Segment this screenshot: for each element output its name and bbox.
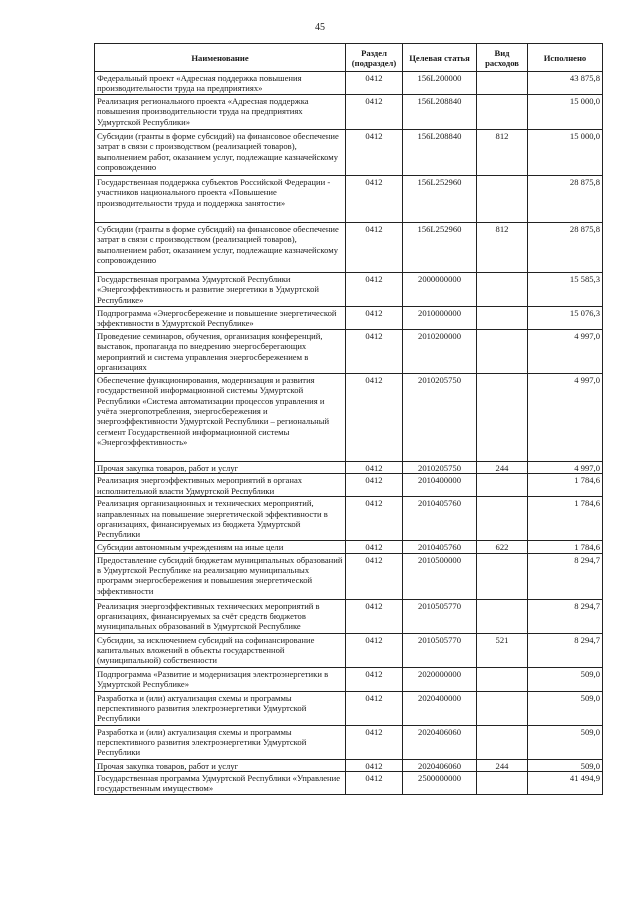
row-article: 2010400000 (403, 474, 477, 497)
header-name: Наименование (95, 44, 346, 72)
row-section: 0412 (346, 599, 403, 633)
row-name: Реализация энергоэффективных мероприятий в органах исполнительной власти Удмуртской Республики (95, 474, 346, 497)
row-executed: 4 997,0 (528, 461, 603, 473)
table-row (95, 725, 603, 759)
row-name: Субсидии, за исключением субсидий на софинансирование капитальных вложений в объекты государственной (муниципальной) собственности (95, 633, 346, 667)
row-executed: 28 875,8 (528, 175, 603, 222)
row-section: 0412 (346, 725, 403, 759)
row-type: 622 (477, 541, 528, 553)
row-type: 244 (477, 759, 528, 771)
row-type (477, 373, 528, 461)
row-name: Субсидии (гранты в форме субсидий) на финансовое обеспечение затрат в связи с производством (реализацией товаров), выполнением работ, оказанием услуг, подлежащие казначейскому сопровождению (95, 129, 346, 175)
row-article: 2020400000 (403, 691, 477, 725)
table-row (95, 329, 603, 373)
row-name: Разработка и (или) актуализация схемы и программы перспективного развития электроэнергетики Удмуртской Республики (95, 691, 346, 725)
budget-execution-table (94, 43, 603, 795)
row-name: Федеральный проект «Адресная поддержка повышения производительности труда на предприятиях» (95, 72, 346, 95)
table-row (95, 553, 603, 599)
row-type (477, 175, 528, 222)
row-name: Обеспечение функционирования, модернизация и развития государственной информационной системы Удмуртской Республики «Система автоматизации процессов управления и учёта энергопотребления, энергосбережения и энергоэффективности Удмуртской Республики – региональный сегмент Государственной информационной системы «Энергоэффективность» (95, 373, 346, 461)
row-name: Государственная программа Удмуртской Республики «Управление государственным имуществом» (95, 772, 346, 795)
row-executed: 1 784,6 (528, 474, 603, 497)
table-row (95, 306, 603, 329)
row-section: 0412 (346, 667, 403, 691)
row-name: Разработка и (или) актуализация схемы и программы перспективного развития электроэнергетики Удмуртской Республики (95, 725, 346, 759)
row-type (477, 553, 528, 599)
row-article: 156L252960 (403, 175, 477, 222)
row-article: 2010205750 (403, 373, 477, 461)
row-executed: 8 294,7 (528, 599, 603, 633)
table-row (95, 541, 603, 553)
row-name: Прочая закупка товаров, работ и услуг (95, 461, 346, 473)
page-number: 45 (315, 22, 325, 33)
row-type (477, 72, 528, 95)
row-section: 0412 (346, 497, 403, 541)
row-executed: 1 784,6 (528, 541, 603, 553)
row-article: 2500000000 (403, 772, 477, 795)
row-executed: 4 997,0 (528, 329, 603, 373)
row-section: 0412 (346, 474, 403, 497)
row-name: Реализация организационных и технических мероприятий, направленных на повышение энергетической эффективности в организациях, финансируемых из бюджета Удмуртской Республики (95, 497, 346, 541)
row-article: 2020406060 (403, 725, 477, 759)
row-article: 2010000000 (403, 306, 477, 329)
table-row (95, 461, 603, 473)
row-executed: 15 000,0 (528, 94, 603, 129)
table-row (95, 272, 603, 306)
table-row (95, 129, 603, 175)
row-executed: 8 294,7 (528, 553, 603, 599)
row-type: 521 (477, 633, 528, 667)
row-section: 0412 (346, 373, 403, 461)
row-section: 0412 (346, 306, 403, 329)
row-name: Государственная программа Удмуртской Республики «Энергоэффективность и развитие энергетики в Удмуртской Республике» (95, 272, 346, 306)
row-article: 2010505770 (403, 633, 477, 667)
row-name: Предоставление субсидий бюджетам муниципальных образований в Удмуртской Республике на реализацию муниципальных программ энергосбережения и повышения энергетической эффективности (95, 553, 346, 599)
row-section: 0412 (346, 541, 403, 553)
row-section: 0412 (346, 772, 403, 795)
row-type (477, 474, 528, 497)
row-type: 812 (477, 129, 528, 175)
row-executed: 15 000,0 (528, 129, 603, 175)
row-name: Реализация регионального проекта «Адресная поддержка повышения производительности труда на предприятиях Удмуртской Республики» (95, 94, 346, 129)
row-name: Субсидии (гранты в форме субсидий) на финансовое обеспечение затрат в связи с производством (реализацией товаров), выполнением работ, оказанием услуг, подлежащие казначейскому сопровождению (95, 222, 346, 272)
row-article: 2010405760 (403, 541, 477, 553)
row-name: Субсидии автономным учреждениям на иные цели (95, 541, 346, 553)
row-article: 2020000000 (403, 667, 477, 691)
row-type (477, 599, 528, 633)
table-header-row (95, 44, 603, 72)
row-executed: 8 294,7 (528, 633, 603, 667)
row-name: Проведение семинаров, обучения, организация конференций, выставок, пропаганда по внедрению энергосберегающих мероприятий и система управления энергосбережением в организациях (95, 329, 346, 373)
table-row (95, 474, 603, 497)
row-type (477, 691, 528, 725)
row-executed: 1 784,6 (528, 497, 603, 541)
row-type (477, 306, 528, 329)
row-type: 244 (477, 461, 528, 473)
row-name: Подпрограмма «Развитие и модернизация электроэнергетики в Удмуртской Республике» (95, 667, 346, 691)
table-row (95, 175, 603, 222)
row-section: 0412 (346, 72, 403, 95)
row-section: 0412 (346, 633, 403, 667)
table-row (95, 667, 603, 691)
row-article: 156L208840 (403, 94, 477, 129)
row-executed: 43 875,8 (528, 72, 603, 95)
row-executed: 509,0 (528, 667, 603, 691)
table-row (95, 497, 603, 541)
table-row (95, 759, 603, 771)
row-type (477, 272, 528, 306)
table-row (95, 72, 603, 95)
row-section: 0412 (346, 222, 403, 272)
row-article: 156L252960 (403, 222, 477, 272)
row-executed: 509,0 (528, 725, 603, 759)
header-section: Раздел (подраздел) (346, 44, 403, 72)
header-article: Целевая статья (403, 44, 477, 72)
row-section: 0412 (346, 759, 403, 771)
row-section: 0412 (346, 553, 403, 599)
row-section: 0412 (346, 691, 403, 725)
row-section: 0412 (346, 129, 403, 175)
row-section: 0412 (346, 329, 403, 373)
row-section: 0412 (346, 175, 403, 222)
row-executed: 509,0 (528, 691, 603, 725)
row-article: 2010405760 (403, 497, 477, 541)
row-article: 2010200000 (403, 329, 477, 373)
row-name: Прочая закупка товаров, работ и услуг (95, 759, 346, 771)
row-article: 2010205750 (403, 461, 477, 473)
row-section: 0412 (346, 461, 403, 473)
row-article: 156L208840 (403, 129, 477, 175)
row-executed: 509,0 (528, 759, 603, 771)
table-row (95, 633, 603, 667)
row-section: 0412 (346, 94, 403, 129)
row-name: Подпрограмма «Энергосбережение и повышение энергетической эффективности в Удмуртской Республике» (95, 306, 346, 329)
row-executed: 41 494,9 (528, 772, 603, 795)
row-section: 0412 (346, 272, 403, 306)
row-type (477, 772, 528, 795)
row-article: 2010500000 (403, 553, 477, 599)
table-row (95, 691, 603, 725)
table-row (95, 599, 603, 633)
row-type (477, 667, 528, 691)
header-executed: Исполнено (528, 44, 603, 72)
table-row (95, 772, 603, 795)
row-type: 812 (477, 222, 528, 272)
row-article: 156L200000 (403, 72, 477, 95)
row-name: Государственная поддержка субъектов Российской Федерации - участников национального проекта «Повышение производительности труда и поддержка занятости» (95, 175, 346, 222)
row-executed: 28 875,8 (528, 222, 603, 272)
row-executed: 4 997,0 (528, 373, 603, 461)
row-executed: 15 585,3 (528, 272, 603, 306)
row-executed: 15 076,3 (528, 306, 603, 329)
row-type (477, 94, 528, 129)
table-row (95, 373, 603, 461)
table-row (95, 222, 603, 272)
row-type (477, 725, 528, 759)
row-article: 2010505770 (403, 599, 477, 633)
table-row (95, 94, 603, 129)
row-type (477, 329, 528, 373)
header-type: Вид расходов (477, 44, 528, 72)
row-name: Реализация энергоэффективных технических мероприятий в организациях, финансируемых за счёт средств бюджетов муниципальных образований в Удмуртской Республике (95, 599, 346, 633)
row-type (477, 497, 528, 541)
row-article: 2020406060 (403, 759, 477, 771)
row-article: 2000000000 (403, 272, 477, 306)
